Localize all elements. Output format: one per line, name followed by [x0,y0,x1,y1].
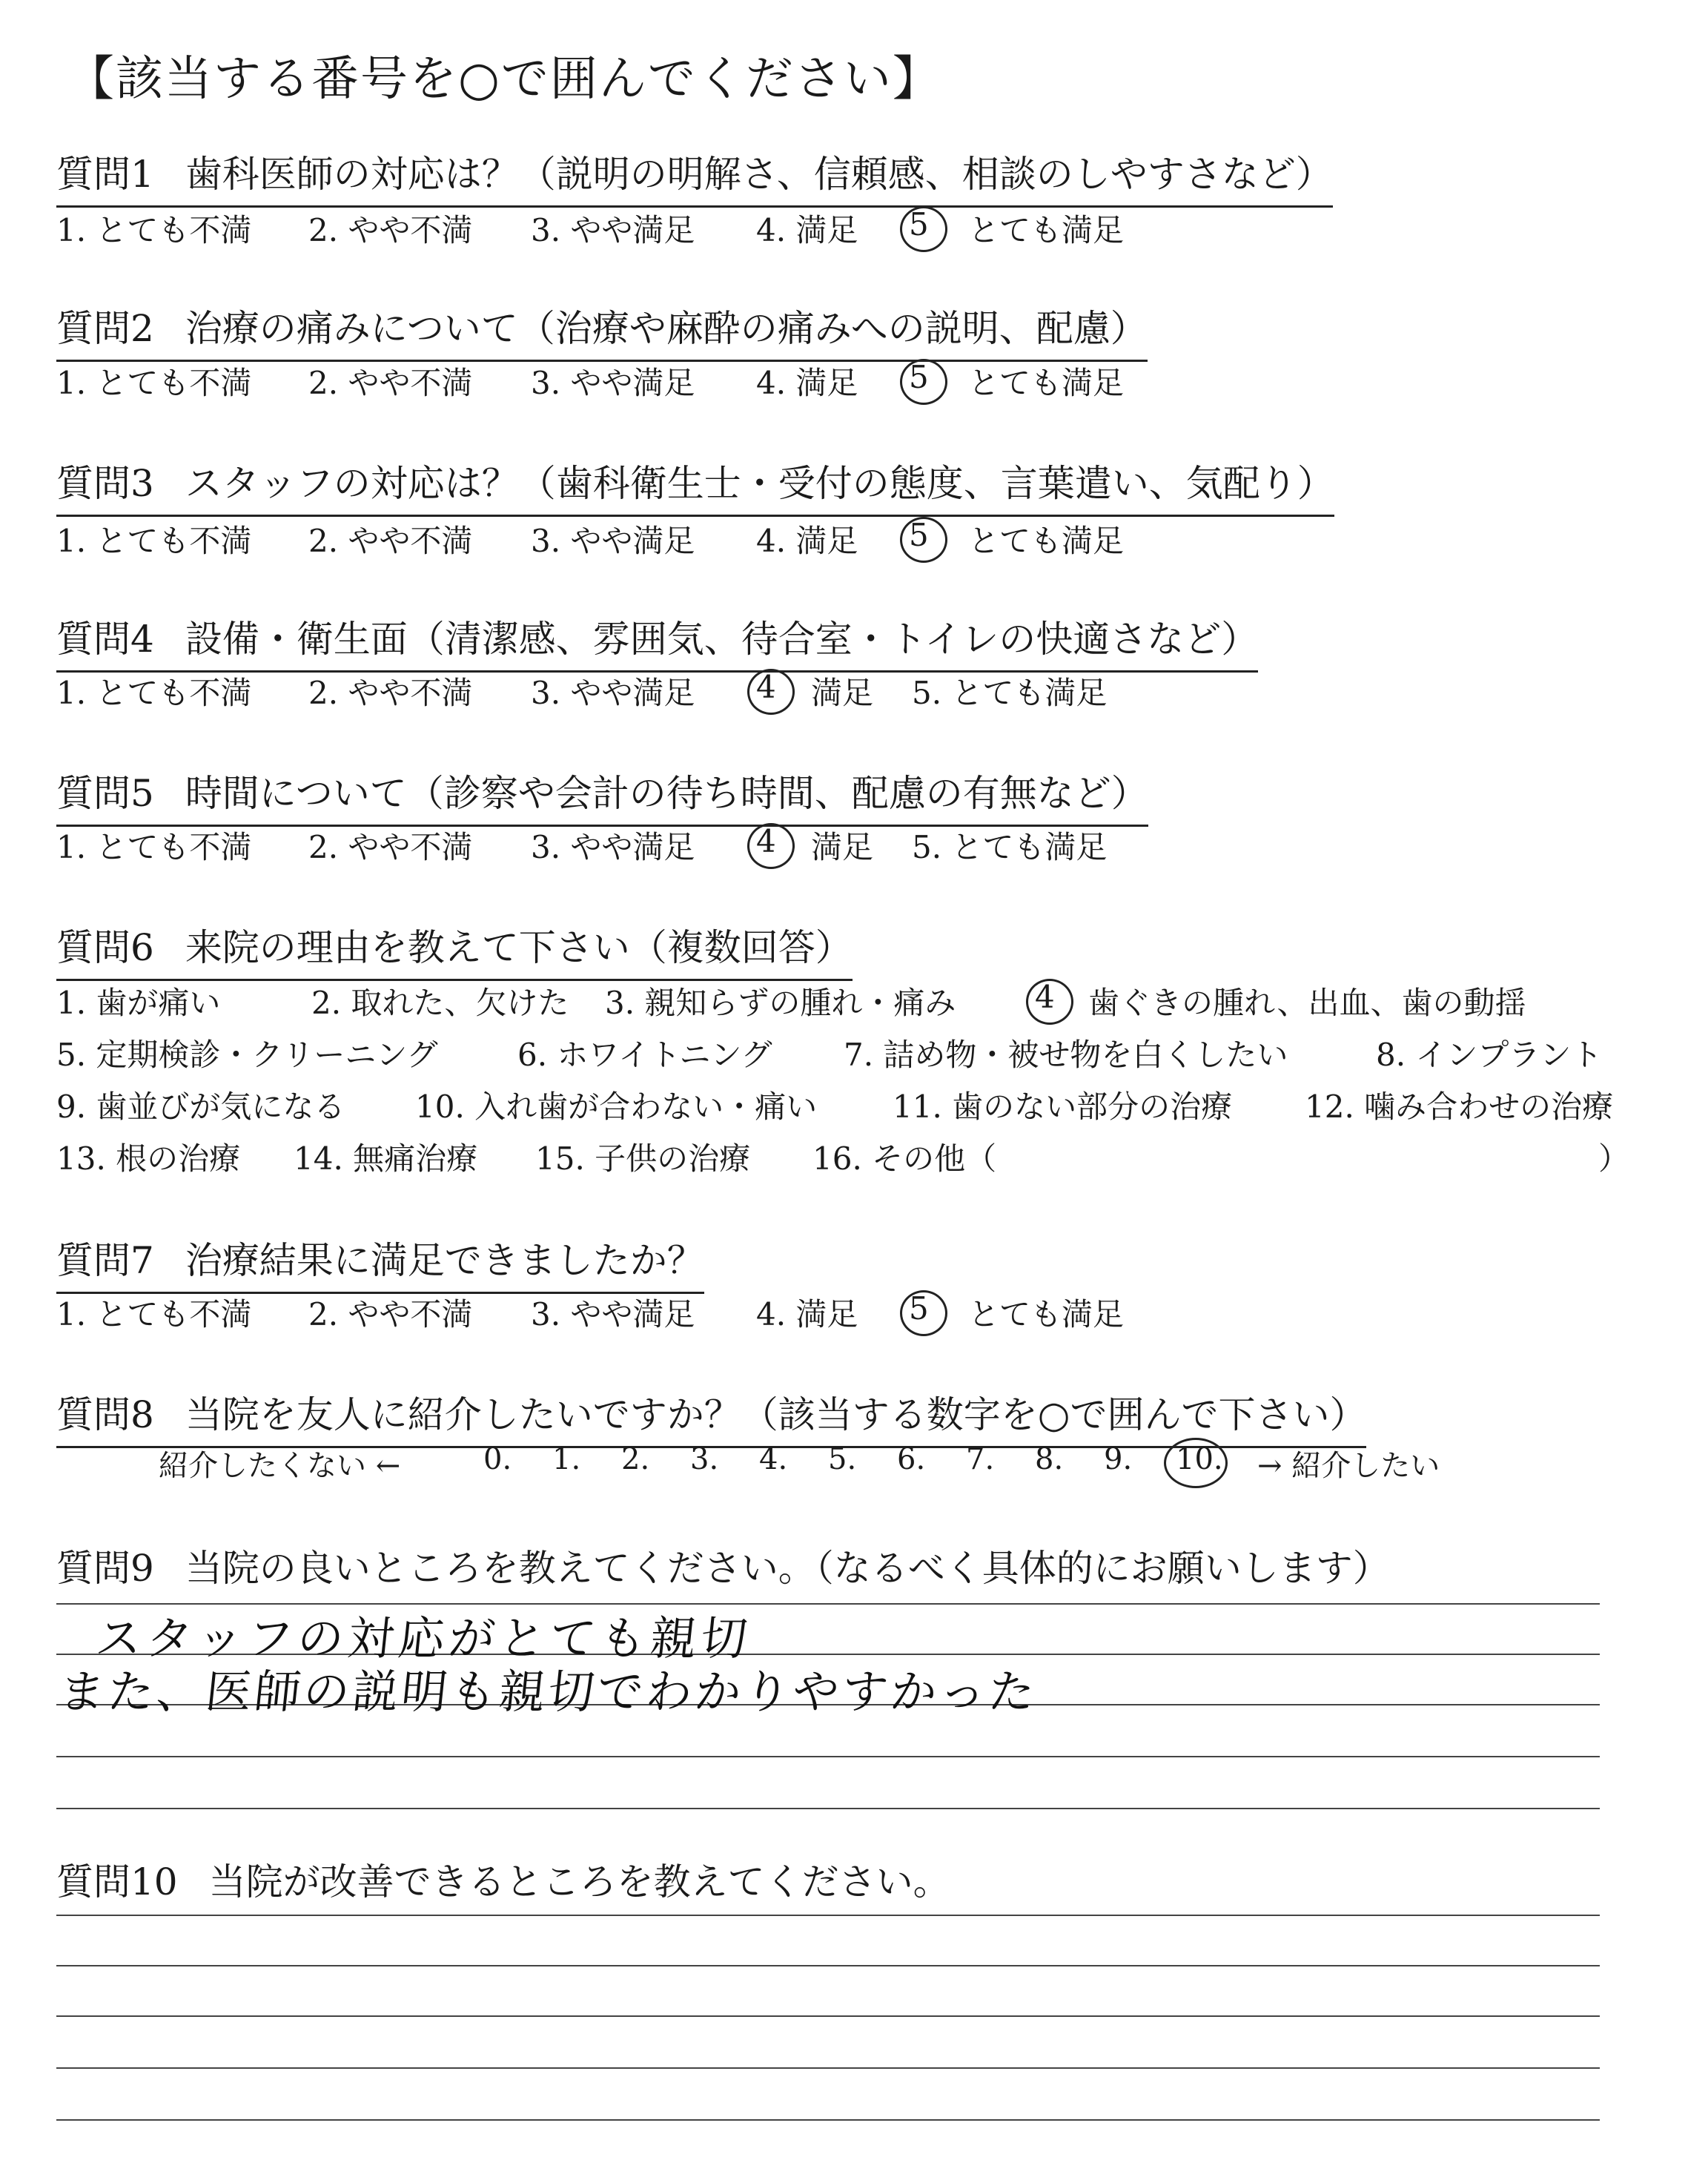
question-9-heading [56,1539,1390,1599]
option-6[interactable]: 6. ホワイトニング [517,1037,772,1073]
option-5[interactable]: 5. 定期検診・クリーニング [56,1037,438,1073]
option-3[interactable]: 3. やや満足 [531,1296,695,1332]
question-text: 歯科医師の対応は？（説明の明解さ、信頼感、相談のしやすさなど） [185,153,1333,196]
question-text: 治療の痛みについて（治療や麻酔の痛みへの説明、配慮） [185,307,1148,350]
option-5-selected[interactable] [909,1290,929,1327]
option-5-label[interactable]: とても満足 [968,1296,1125,1332]
option-3[interactable]: 3. やや満足 [531,829,695,865]
question-3-heading [56,454,1334,517]
scale-2[interactable]: 2. [621,1442,650,1476]
option-1[interactable]: 1. とても不満 [56,675,252,711]
option-1[interactable]: 1. とても不満 [56,829,252,865]
question-1-heading [56,145,1333,208]
option-3[interactable]: 3. やや満足 [531,212,695,248]
question-number: 質問6 [56,926,154,969]
question-10-heading [56,1852,950,1913]
option-9[interactable]: 9. 歯並びが気になる [56,1089,345,1125]
answer-line [56,1915,1600,1916]
option-5-selected[interactable] [909,359,929,395]
option-4[interactable]: 4. 満足 [756,523,858,559]
option-14[interactable]: 14. 無痛治療 [294,1140,478,1177]
selected-circle: 5 [909,206,929,242]
question-text: 来院の理由を教えて下さい（複数回答） [185,926,853,969]
option-4[interactable]: 4. 満足 [756,1296,858,1332]
option-2[interactable]: 2. 取れた、欠けた [311,985,569,1021]
question-4-heading [56,610,1258,673]
option-5-selected[interactable] [909,206,929,242]
option-5[interactable]: 5. とても満足 [912,675,1108,711]
option-7[interactable]: 7. 詰め物・被せ物を白くしたい [844,1037,1288,1073]
scale-4[interactable]: 4. [759,1442,788,1476]
answer-line [56,2119,1600,2121]
scale-6[interactable]: 6. [897,1442,926,1476]
option-2[interactable]: 2. やや不満 [308,1296,473,1332]
selected-circle: 4 [756,669,776,705]
selected-circle: 5 [909,359,929,395]
question-number: 質問8 [56,1393,154,1436]
option-2[interactable]: 2. やや不満 [308,675,473,711]
option-5-label[interactable]: とても満足 [968,212,1125,248]
selected-circle: 4 [756,823,776,859]
option-2[interactable]: 2. やや不満 [308,829,473,865]
option-16[interactable]: 16. その他（ [812,1140,997,1177]
question-text: 設備・衛生面（清潔感、雰囲気、待合室・トイレの快適さなど） [185,618,1259,661]
question-8-heading [56,1385,1366,1448]
question-text: 当院が改善できるところを教えてください。 [208,1860,950,1903]
answer-line [56,1808,1600,1809]
option-4-label[interactable]: 満足 [811,829,874,865]
question-5-heading [56,764,1148,827]
question-number: 質問1 [56,153,154,196]
scale-left-label: 紹介したくない ← [159,1449,401,1483]
question-number: 質問7 [56,1239,154,1282]
option-4[interactable]: 4. 満足 [756,212,858,248]
selected-circle: 5 [909,1290,929,1327]
option-2[interactable]: 2. やや不満 [308,212,473,248]
option-1[interactable]: 1. とても不満 [56,1296,252,1332]
option-3[interactable]: 3. やや満足 [531,523,695,559]
handwritten-answer-line-2: また、医師の説明も親切でわかりやすかった [56,1665,1041,1719]
scale-10-selected[interactable]: 10. [1176,1442,1223,1476]
option-16-close-paren: ） [1598,1140,1630,1177]
option-1[interactable]: 1. とても不満 [56,365,252,401]
scale-9[interactable]: 9. [1104,1442,1133,1476]
option-4-selected[interactable] [1035,979,1055,1015]
option-3[interactable]: 3. やや満足 [531,365,695,401]
question-text: 時間について（診察や会計の待ち時間、配慮の有無など） [185,772,1148,815]
option-5-label[interactable]: とても満足 [968,365,1125,401]
option-3[interactable]: 3. 親知らずの腫れ・痛み [605,985,956,1021]
option-3[interactable]: 3. やや満足 [531,675,695,711]
scale-8[interactable]: 8. [1035,1442,1064,1476]
option-5-selected[interactable] [909,517,929,553]
option-4-selected[interactable] [756,823,776,859]
option-1[interactable]: 1. とても不満 [56,212,252,248]
option-4-label[interactable]: 満足 [811,675,874,711]
scale-7[interactable]: 7. [966,1442,995,1476]
option-11[interactable]: 11. 歯のない部分の治療 [893,1089,1233,1125]
answer-line [56,1756,1600,1757]
question-number: 質問5 [56,772,154,815]
scale-3[interactable]: 3. [690,1442,719,1476]
question-number: 質問10 [56,1860,178,1903]
answer-line [56,1965,1600,1966]
question-text: 治療結果に満足できましたか？ [185,1239,704,1282]
scale-0[interactable]: 0. [483,1442,512,1476]
question-number: 質問4 [56,618,154,661]
answer-line [56,2015,1600,2017]
question-number: 質問9 [56,1547,154,1590]
page-title: 【該当する番号を○で囲んでください】 [67,52,941,107]
selected-circle: 5 [909,517,929,553]
option-2[interactable]: 2. やや不満 [308,365,473,401]
question-text: 当院を友人に紹介したいですか？（該当する数字を○で囲んで下さい） [185,1393,1367,1436]
option-4-label[interactable]: 歯ぐきの腫れ、出血、歯の動揺 [1088,985,1526,1021]
option-5[interactable]: 5. とても満足 [912,829,1108,865]
option-13[interactable]: 13. 根の治療 [56,1140,241,1177]
option-1[interactable]: 1. とても不満 [56,523,252,559]
question-text: スタッフの対応は？（歯科衛生士・受付の態度、言葉遣い、気配り） [185,462,1334,505]
answer-line [56,2067,1600,2069]
selected-circle: 4 [1035,979,1055,1015]
option-15[interactable]: 15. 子供の治療 [535,1140,751,1177]
question-2-heading [56,299,1148,362]
option-4[interactable]: 4. 満足 [756,365,858,401]
scale-1[interactable]: 1. [552,1442,581,1476]
scale-right-label: → 紹介したい [1257,1449,1440,1483]
handwritten-answer-line-1: スタッフの対応がとても親切 [93,1611,755,1665]
question-number: 質問2 [56,307,154,350]
option-2[interactable]: 2. やや不満 [308,523,473,559]
question-number: 質問3 [56,462,154,505]
question-6-heading [56,918,853,981]
question-text: 当院の良いところを教えてください。（なるべく具体的にお願いします） [185,1547,1390,1590]
option-1[interactable]: 1. 歯が痛い [56,985,221,1021]
scale-5[interactable]: 5. [828,1442,857,1476]
option-8[interactable]: 8. インプラント [1376,1037,1603,1073]
option-10[interactable]: 10. 入れ歯が合わない・痛い [415,1089,818,1125]
option-4-selected[interactable] [756,669,776,705]
option-12[interactable]: 12. 噛み合わせの治療 [1305,1089,1614,1125]
question-7-heading [56,1231,704,1294]
option-5-label[interactable]: とても満足 [968,523,1125,559]
